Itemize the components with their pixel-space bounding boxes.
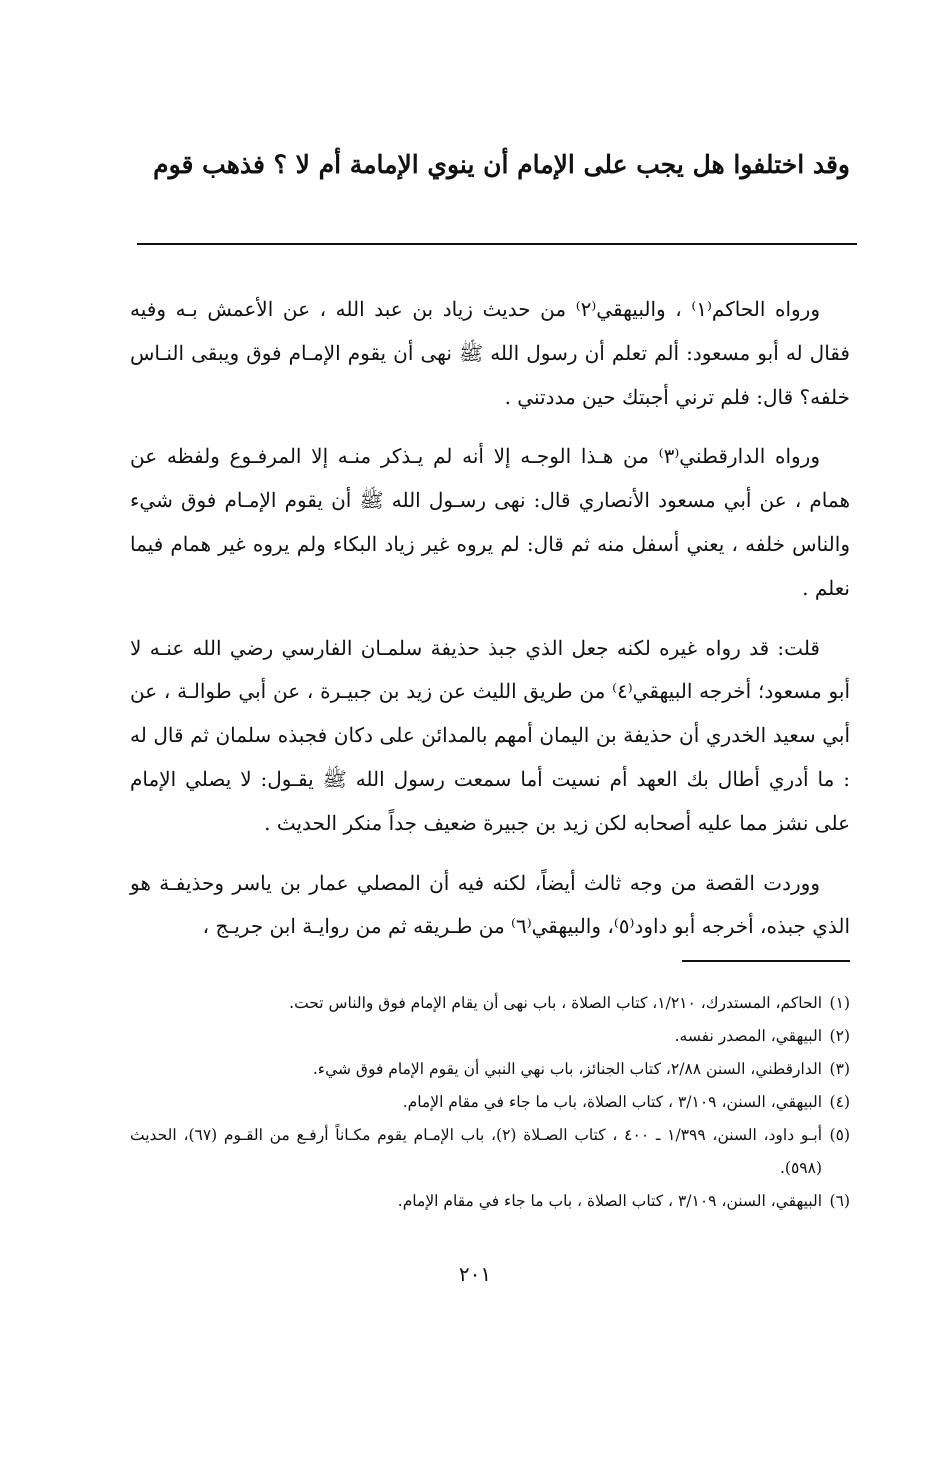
footnote-divider [682,960,850,962]
footnote [130,1119,850,1185]
footnote-text: البيهقي، المصدر نفسه. [674,1027,822,1045]
paragraph: ورواه الحاكم⁽١⁾ ، والبيهقي⁽٢⁾ من حديث زياد بن عبد الله ، عن الأعمش بـه وفيه فقال له أبو مسعود: ألم تعلم أن رسول الله ﷺ نهى أن يقوم الإمـام فوق ويبقى النـاس خلفه؟ قال: فلم ترني أجبتك حين مددتني . [130,297,850,409]
footnote [130,1086,850,1119]
footnotes [130,987,850,1218]
footnote-number: (٥) [829,1126,850,1144]
main-body [130,288,850,965]
footnote-number: (١) [829,994,850,1012]
top-text-line: وقد اختلفوا هل يجب على الإمام أن ينوي الإمامة أم لا ؟ فذهب قوم [153,150,850,179]
footnote-text: الدارقطني، السنن ٢/٨٨، كتاب الجنائز، باب نهي النبي أن يقوم الإمام فوق شيء. [312,1060,822,1078]
footnote-text: البيهقي، السنن، ٣/١٠٩ ، كتاب الصلاة ، باب ما جاء في مقام الإمام. [397,1192,822,1210]
header-divider [137,243,857,245]
footnote-text: أبـو داود، السنن، ١/٣٩٩ ـ ٤٠٠ ، كتاب الصـلاة (٢)، باب الإمـام يقوم مكـاناً أرفـع من القـوم (٦٧)، الحديث (٥٩٨). [130,1126,823,1177]
footnote-number: (٤) [829,1093,850,1111]
footnote [130,987,850,1020]
footnote [130,1185,850,1218]
paragraph: ورواه الدارقطني⁽٣⁾ من هـذا الوجـه إلا أنه لم يـذكر منـه إلا المرفـوع ولفظه عن همام ، عن أبي مسعود الأنصاري قال: نهى رسـول الله ﷺ أن يقوم الإمـام فوق شيء والناس خلفه ، يعني أسفل منه ثم قال: لم يروه غير زياد البكاء ولم يروه غير همام فيما نعلم . [130,444,850,600]
footnote [130,1020,850,1053]
paragraph: ووردت القصة من وجه ثالث أيضاً، لكنه فيه أن المصلي عمار بن ياسر وحذيفـة هو الذي جبذه، أخرجه أبو داود⁽٥⁾، والبيهقي⁽٦⁾ من طـريقه ثم من روايـة ابن جريـج ، [130,870,850,939]
paragraph: قلت: قد رواه غيره لكنه جعل الذي جبذ حذيفة سلمـان الفارسي رضي الله عنـه لا أبو مسعود؛ أخرجه البيهقي⁽٤⁾ من طريق الليث عن زيد بن جبيـرة ، عن أبي طوالـة ، عن أبي سعيد الخدري أن حذيفة بن اليمان أمهم بالمدائن على دكان فجبذه سلمان ثم قال له : ما أدري أطال بك العهد أم نسيت أما سمعت رسول الله ﷺ يقـول: لا يصلي الإمام على نشز مما عليه أصحابه لكن زيد بن جبيرة ضعيف جداً منكر الحديث . [130,635,850,835]
footnote-number: (٢) [829,1027,850,1045]
page-number: ٢٠١ [458,1262,492,1286]
footnote-number: (٣) [829,1060,850,1078]
footnote-text: الحاكم، المستدرك، ١/٢١٠، كتاب الصلاة ، باب نهى أن يقام الإمام فوق والناس تحت. [289,994,822,1012]
footnote-text: البيهقي، السنن، ٣/١٠٩ ، كتاب الصلاة، باب ما جاء في مقام الإمام. [402,1093,822,1111]
footnote-number: (٦) [829,1192,850,1210]
footnote [130,1053,850,1086]
